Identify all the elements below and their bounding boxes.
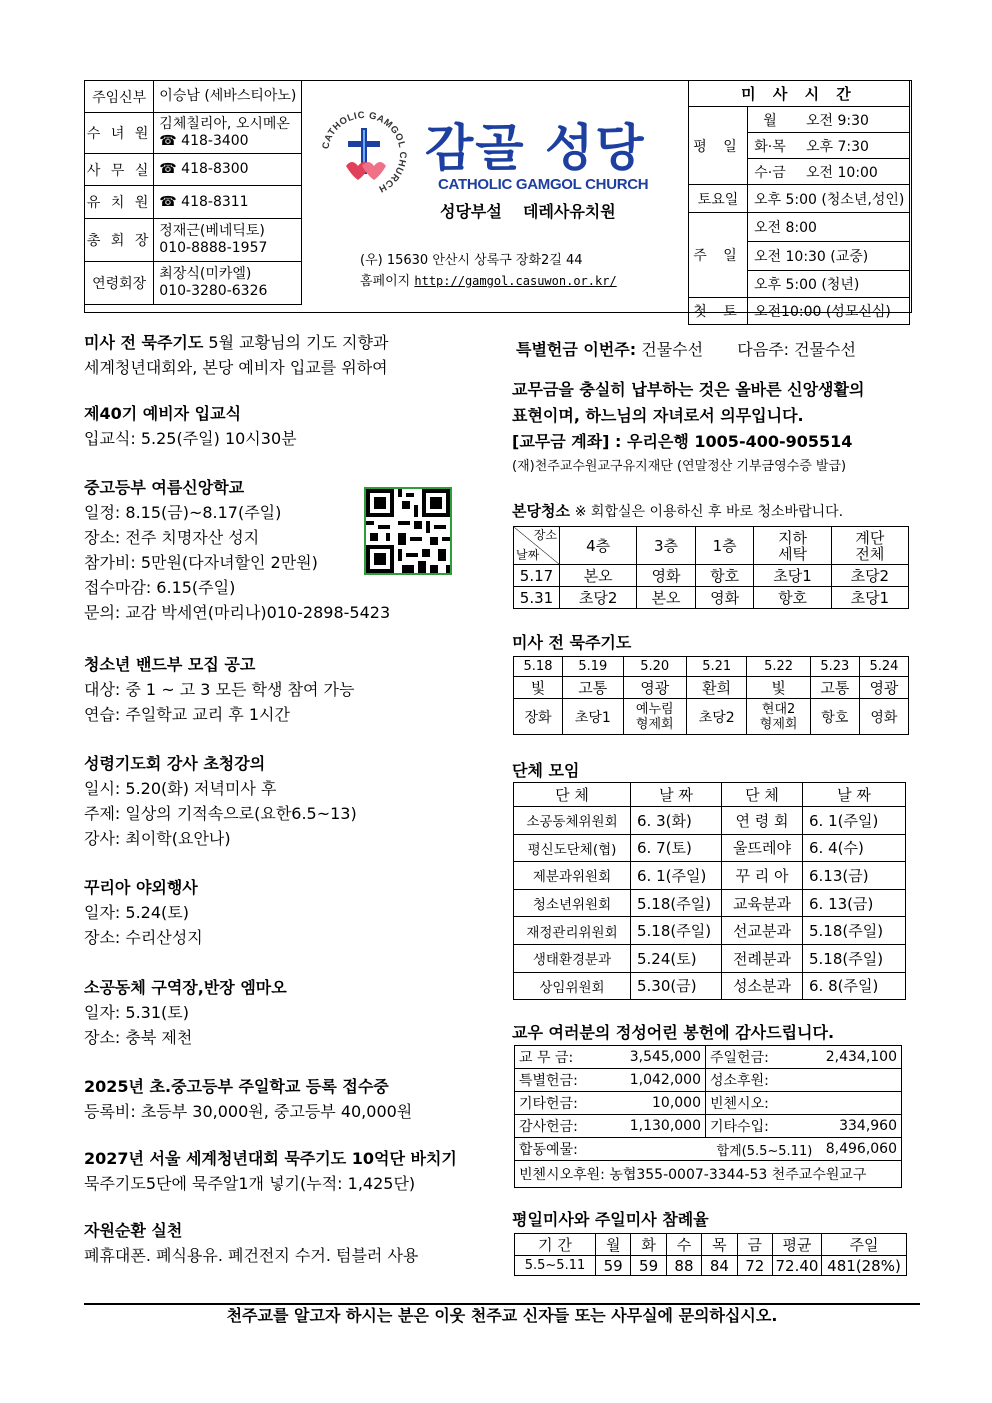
curia-line: 장소: 수리산성지 [84,928,203,947]
prerosary-date: 5.21 [686,657,747,677]
register-line: 등록비: 초등부 30,000원, 중고등부 40,000원 [84,1102,413,1121]
offering-label: 성소후원: [706,1069,817,1092]
cleaning-cell: 5.31 [514,587,560,609]
offering-label: 합동예물: [515,1138,608,1161]
groups-cell: 상임위원회 [514,972,631,1000]
offering-amount: 1,130,000 [607,1115,706,1138]
rosary-section [84,330,484,380]
groups-header: 날 짜 [803,783,906,807]
tithe-foundation: (재)천주교수원교구유지재단 (연말정산 기부금영수증 발급) [512,459,847,474]
groups-cell: 6. 8(주일) [803,972,906,1000]
summer-line: 접수마감: 6.15(주일) [84,578,236,597]
recycle-line: 폐휴대폰. 폐식용유. 폐건전지 수거. 텀블러 사용 [84,1246,419,1265]
tithe-line: 표현이며, 하느님의 자녀로서 의무입니다. [512,406,804,425]
logo-ring-text: CATHOLIC GAMGOL CHURCH [320,109,409,195]
attendance-header: 목 [702,1234,737,1256]
cleaning-cell: 영화 [695,587,754,609]
cleaning-row [514,587,909,609]
cleaning-row [514,565,909,587]
groups-cell: 6. 4(수) [803,834,906,862]
attendance-header: 금 [737,1234,772,1256]
spirit-line: 일시: 5.20(화) 저녁미사 후 [84,779,277,798]
sat-time: 오후 5:00 (청소년,성인) [748,185,910,213]
emmaus-line: 장소: 충북 제천 [84,1028,193,1047]
staff-label: 수 녀 원 [85,113,154,154]
staff-value: 정재근(베네딕토) [159,223,265,239]
kindergarten-name: 데레사유치원 [522,202,616,221]
rosary-title: 미사 전 묵주기도 [84,333,204,352]
groups-cell: 5.18(주일) [803,917,906,945]
special-this: 건물수선 [641,340,704,359]
groups-row [514,889,906,917]
summer-title: 중고등부 여름신앙학교 [84,478,245,497]
cleaning-cell: 초당2 [831,565,908,587]
cleaning-cell: 5.17 [514,565,560,587]
corner-place: 장소 [533,528,557,542]
homepage-label: 홈페이지 [360,274,411,289]
groups-cell: 6.13(금) [803,862,906,890]
rosary-text: 5월 교황님의 기도 지향과 [203,333,389,352]
attendance-header: 월 [596,1234,631,1256]
groups-cell: 6. 7(토) [631,834,722,862]
prerosary-table [513,656,909,735]
staff-label: 주임신부 [85,81,154,113]
attendance-header: 수 [666,1234,701,1256]
groups-cell: 재정관리위원회 [514,917,631,945]
groups-cell: 성소분과 [722,972,803,1000]
groups-cell: 6. 3(화) [631,807,722,835]
staff-value: ☎ 418-8311 [154,186,302,219]
sat-label: 토요일 [689,185,748,213]
attendance-cell: 5.5~5.11 [515,1256,596,1276]
groups-cell: 평신도단체(협) [514,834,631,862]
band-title: 청소년 밴드부 모집 공고 [84,655,256,674]
sun-time: 오전 8:00 [748,213,910,242]
band-line: 연습: 주일학교 교리 후 1시간 [84,705,290,724]
cleaning-header: 계단 전체 [831,527,908,565]
prerosary-date: 5.24 [859,657,908,677]
prerosary-group: 영화 [859,699,908,735]
cleaning-cell: 초당1 [754,565,831,587]
groups-cell: 소공동체위원회 [514,807,631,835]
tithe-line: 교무금을 충실히 납부하는 것은 올바른 신앙생활의 [512,380,865,399]
summer-line: 문의: 교감 박세연(마리나)010-2898-5423 [84,603,391,622]
first-sat-time: 오전10:00 (성모신심) [748,298,910,325]
wyd-line: 묵주기도5단에 묵주알1개 넣기(누적: 1,425단) [84,1174,416,1193]
cleaning-cell: 항호 [754,587,831,609]
band-section [84,652,484,727]
prerosary-mystery: 영광 [859,677,908,699]
offering-label: 교 무 금: [515,1046,608,1069]
offering-label: 기타헌금: [515,1092,608,1115]
groups-cell: 선교분과 [722,917,803,945]
staff-phone: 010-8888-1957 [159,240,268,256]
staff-phone: ☎ 418-3400 [159,133,249,149]
staff-value: 김체칠리아, 오시메온 [159,116,290,132]
catechumen-line: 입교식: 5.25(주일) 10시30분 [84,429,297,448]
mass-time: 오전 10:00 [792,159,910,185]
emmaus-section [84,975,484,1050]
cleaning-header: 1층 [695,527,754,565]
prerosary-group: 초당1 [563,699,624,735]
groups-row [514,862,906,890]
footer-note: 천주교를 알고자 하시는 분은 이웃 천주교 신자들 또는 사무실에 문의하십시오. [226,1306,778,1325]
groups-cell: 울뜨레야 [722,834,803,862]
prerosary-mystery: 고통 [810,677,859,699]
groups-header: 단 체 [722,783,803,807]
offering-total-label: 합계(5.5~5.11) [706,1138,817,1161]
attendance-title: 평일미사와 주일미사 참례율 [512,1210,709,1229]
church-address: (우) 15630 안산시 상록구 장화2길 44 [360,253,583,268]
groups-header: 날 짜 [631,783,722,807]
prerosary-mystery: 빛 [747,677,810,699]
groups-cell: 5.24(토) [631,944,722,972]
prerosary-group: 초당2 [686,699,747,735]
cleaning-corner [514,527,560,565]
attendance-table [514,1233,907,1276]
attendance-cell: 88 [666,1256,701,1276]
groups-cell: 5.18(주일) [803,944,906,972]
groups-cell: 5.18(주일) [631,917,722,945]
mass-day: 화·목 [748,133,793,159]
staff-value: ☎ 418-8300 [154,154,302,186]
groups-cell: 6. 1(주일) [631,862,722,890]
prerosary-group: 장화 [514,699,563,735]
prerosary-mystery: 고통 [563,677,624,699]
special-offering [516,337,856,360]
prerosary-date: 5.23 [810,657,859,677]
special-next: 건물수선 [794,340,856,359]
groups-cell: 5.18(주일) [631,889,722,917]
groups-cell: 연 령 회 [722,807,803,835]
mass-day: 수·금 [748,159,793,185]
prerosary-group: 항호 [810,699,859,735]
emmaus-title: 소공동체 구역장,반장 엠마오 [84,978,287,997]
offering-amount: 3,545,000 [607,1046,706,1069]
spirit-title: 성령기도회 강사 초청강의 [84,754,266,773]
prerosary-title: 미사 전 묵주기도 [512,633,632,652]
sun-time: 오후 5:00 (청년) [748,271,910,298]
mass-times-table [688,80,910,325]
staff-value: 이승남 (세바스티아노) [154,81,302,113]
groups-cell: 5.30(금) [631,972,722,1000]
groups-cell: 6. 1(주일) [803,807,906,835]
prerosary-date: 5.22 [747,657,810,677]
emmaus-line: 일자: 5.31(토) [84,1003,189,1022]
catechumen-section [84,401,484,451]
recycle-section [84,1218,484,1268]
special-label: 특별헌금 이번주: [516,340,637,359]
cleaning-cell: 본오 [560,565,637,587]
offering-amount: 1,042,000 [607,1069,706,1092]
cleaning-table [513,526,909,609]
offering-label: 주일헌금: [706,1046,817,1069]
cleaning-cell: 항호 [695,565,754,587]
offering-table [514,1045,902,1188]
groups-header: 단 체 [514,783,631,807]
groups-cell: 꾸 리 아 [722,862,803,890]
cleaning-header: 3층 [637,527,696,565]
vincent-account: 빈첸시오후원: 농협355-0007-3344-53 천주교수원교구 [515,1161,902,1188]
weekday-label: 평 일 [689,107,748,185]
cleaning-cell: 초당1 [831,587,908,609]
kindergarten-prefix: 성당부설 [440,202,502,221]
groups-title: 단체 모임 [512,761,580,780]
staff-label: 연령회장 [85,262,154,305]
groups-row [514,944,906,972]
offering-amount: 2,434,100 [816,1046,901,1069]
cleaning-cell: 본오 [637,587,696,609]
church-name: 감골 성당 [425,119,646,177]
church-logo [318,108,410,200]
sun-time: 오전 10:30 (교중) [748,242,910,271]
attendance-cell: 84 [702,1256,737,1276]
groups-cell: 생태환경분과 [514,944,631,972]
prerosary-group: 예누림 형제회 [623,699,686,735]
curia-section [84,875,484,950]
curia-line: 일자: 5.24(토) [84,903,189,922]
register-section [84,1074,484,1124]
special-next-label: 다음주: [737,340,790,359]
attendance-header: 기 간 [515,1234,596,1256]
groups-row [514,834,906,862]
mass-title: 미 사 시 간 [689,81,910,107]
homepage-link[interactable]: http://gamgol.casuwon.or.kr/ [414,274,617,288]
prerosary-date: 5.18 [514,657,563,677]
offering-label: 빈첸시오: [706,1092,817,1115]
attendance-cell: 59 [596,1256,631,1276]
attendance-header: 화 [631,1234,666,1256]
corner-date: 날짜 [516,548,540,562]
cleaning-note: ※ 회합실은 이용하신 후 바로 청소바랍니다. [574,504,844,520]
attendance-cell: 59 [631,1256,666,1276]
sun-label: 주 일 [689,213,748,298]
groups-cell: 청소년위원회 [514,889,631,917]
offering-total: 8,496,060 [816,1138,901,1161]
prerosary-date: 5.19 [563,657,624,677]
wyd-title: 2027년 서울 세계청년대회 묵주기도 10억단 바치기 [84,1149,457,1168]
curia-title: 꾸리아 야외행사 [84,878,198,897]
offering-label: 감사헌금: [515,1115,608,1138]
recycle-title: 자원순환 실천 [84,1221,183,1240]
prerosary-mystery: 환희 [686,677,747,699]
summer-line: 일정: 8.15(금)~8.17(주일) [84,503,282,522]
attendance-cell: 72 [737,1256,772,1276]
offering-amount: 10,000 [607,1092,706,1115]
staff-label: 사 무 실 [85,154,154,186]
prerosary-date: 5.20 [623,657,686,677]
qr-code[interactable] [364,487,452,575]
offering-title: 교우 여러분의 정성어린 봉헌에 감사드립니다. [512,1023,835,1042]
groups-cell: 교육분과 [722,889,803,917]
offering-amount [607,1138,706,1161]
staff-table [84,80,302,305]
tithe-notice [512,377,912,479]
prerosary-group: 현대2 형제회 [747,699,810,735]
staff-phone: 010-3280-6326 [159,283,268,299]
staff-label: 총 회 장 [85,219,154,262]
groups-table [513,782,906,1000]
staff-value: 최장식(미카엘) [159,266,252,282]
first-sat-label: 첫 토 [689,298,748,325]
offering-amount [816,1092,901,1115]
groups-cell: 전례분과 [722,944,803,972]
attendance-header: 주일 [822,1234,907,1256]
spirit-line: 강사: 최이학(요안나) [84,829,231,848]
rosary-text: 세계청년대회와, 본당 예비자 입교를 위하여 [84,358,388,377]
cleaning-header: 4층 [560,527,637,565]
groups-row [514,917,906,945]
register-title: 2025년 초.중고등부 주일학교 등록 접수중 [84,1077,389,1096]
prerosary-mystery: 빛 [514,677,563,699]
groups-cell: 6. 13(금) [803,889,906,917]
mass-time: 오후 7:30 [792,133,910,159]
attendance-header: 평균 [773,1234,822,1256]
mass-time: 오전 9:30 [792,107,910,133]
groups-cell: 제분과위원회 [514,862,631,890]
offering-amount: 334,960 [816,1115,901,1138]
cleaning-header: 지하 세탁 [754,527,831,565]
offering-label: 특별헌금: [515,1069,608,1092]
spirit-line: 주제: 일상의 기적속으로(요한6.5~13) [84,804,357,823]
summer-line: 장소: 전주 치명자산 성지 [84,528,260,547]
attendance-cell: 72.40 [773,1256,822,1276]
staff-label: 유 치 원 [85,186,154,219]
groups-row [514,972,906,1000]
cleaning-cell: 초당2 [560,587,637,609]
summer-line: 참가비: 5만원(다자녀할인 2만원) [84,553,318,572]
left-column [84,330,484,1268]
offering-label: 기타수입: [706,1115,817,1138]
catechumen-title: 제40기 예비자 입교식 [84,404,242,423]
groups-row [514,807,906,835]
tithe-account: [교무금 계좌] : 우리은행 1005-400-905514 [512,432,853,451]
prerosary-mystery: 영광 [623,677,686,699]
cleaning-cell: 영화 [637,565,696,587]
wyd-section [84,1146,484,1196]
mass-day: 월 [748,107,793,133]
offering-amount [816,1069,901,1092]
band-line: 대상: 중 1 ~ 고 3 모든 학생 참여 가능 [84,680,355,699]
church-name-en: CATHOLIC GAMGOL CHURCH [438,176,649,193]
cleaning-title: 본당청소 [512,502,570,520]
attendance-cell: 481(28%) [822,1256,907,1276]
spirit-section [84,751,484,851]
